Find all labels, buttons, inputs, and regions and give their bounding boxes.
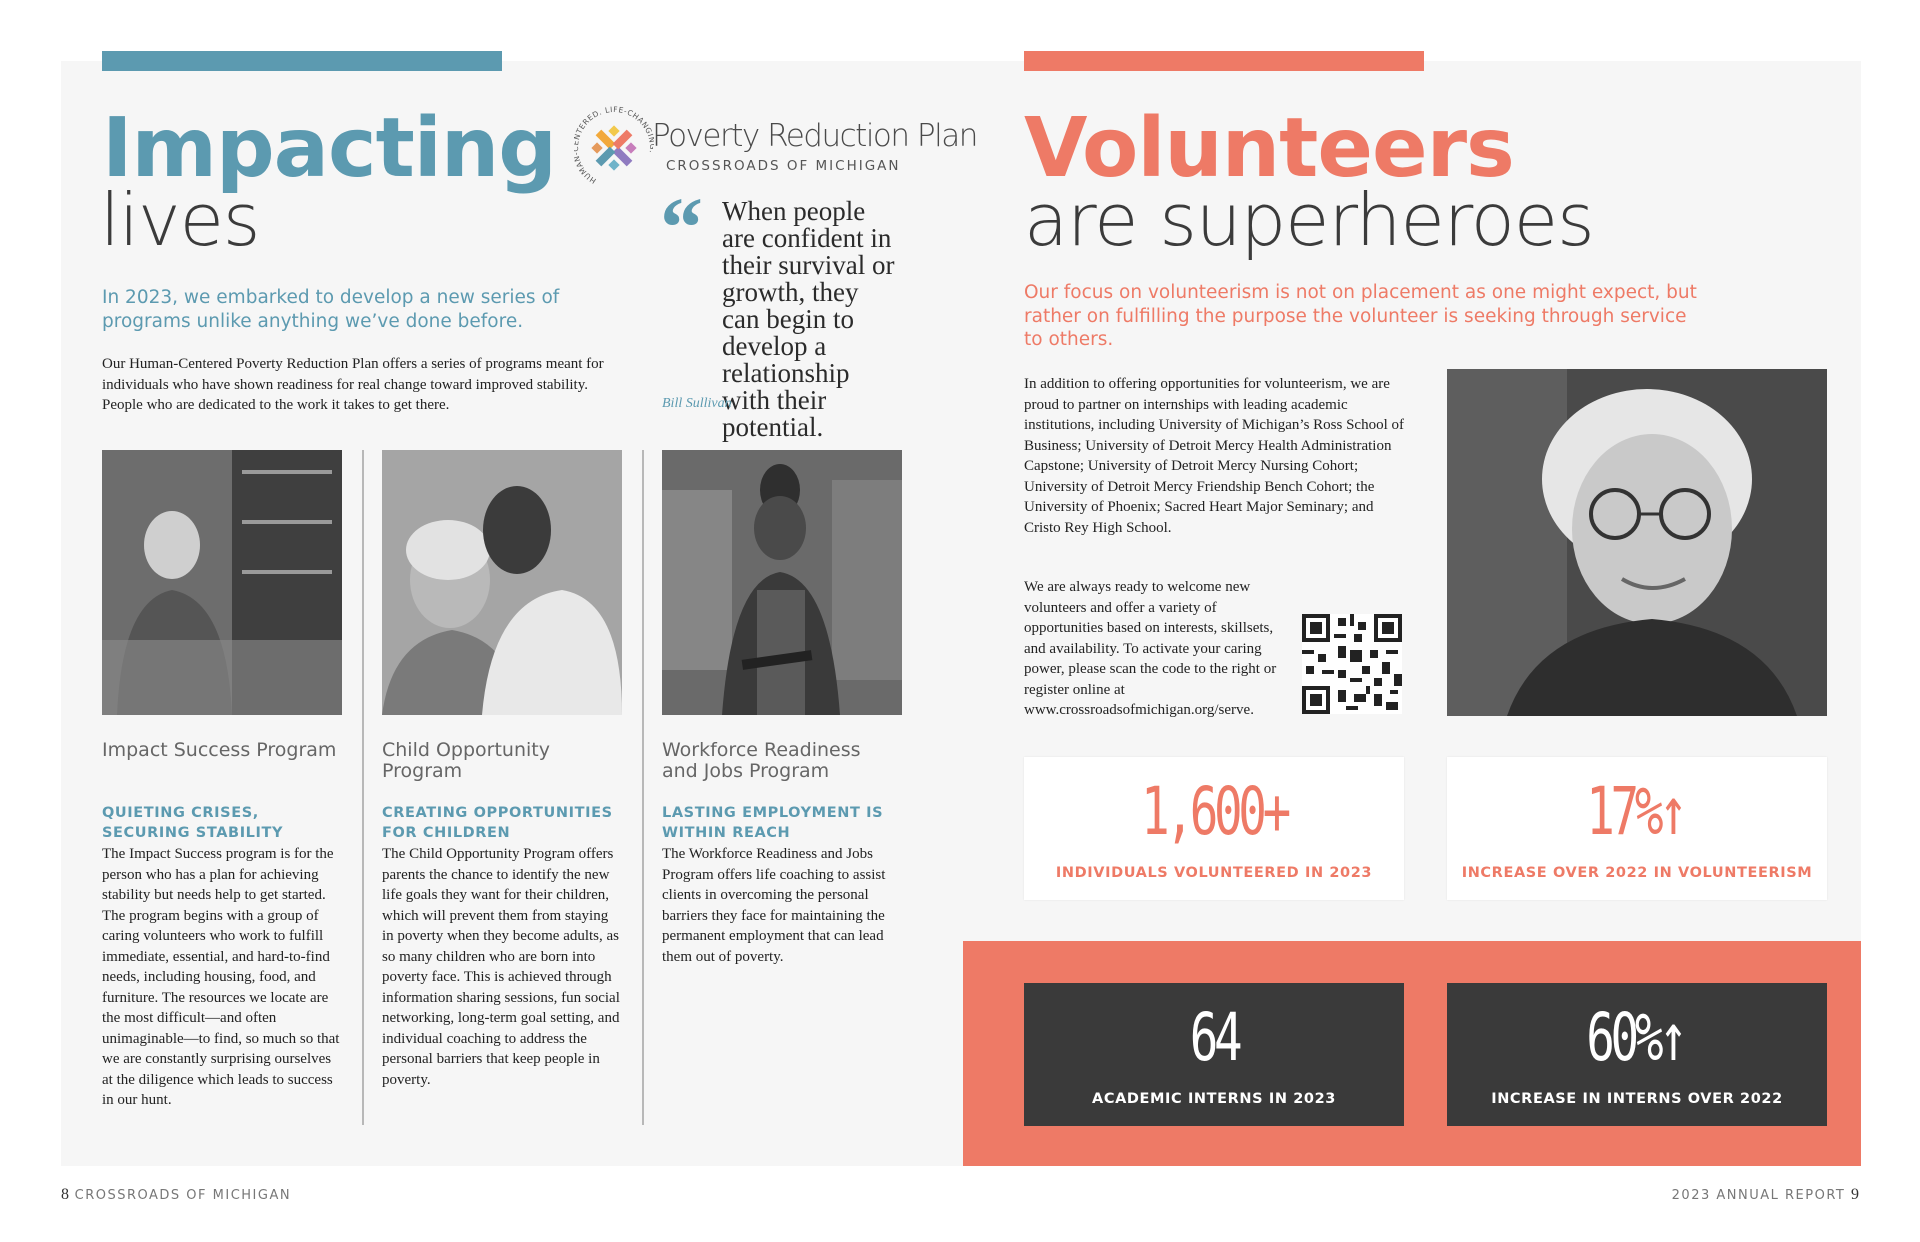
volunteer-paragraph: We are always ready to welcome new volunteers and offer a variety of opportunities based on interests, skillsets, and availability. To activate your caring power, please scan the code to the right or register online at www.crossroadsofmichigan.org/serve. — [1024, 579, 1277, 718]
program-subtitle-2: CREATING OPPORTUNITIES FOR CHILDREN — [382, 805, 613, 841]
stat-value-volunteer-increase: 17%↑ — [1586, 773, 1688, 850]
column-divider-1 — [362, 450, 364, 1125]
stat-label-volunteers: INDIVIDUALS VOLUNTEERED IN 2023 — [1055, 865, 1373, 881]
logo-ring-text: HUMA TERED. LIFE-CHANG — [574, 104, 654, 186]
program-body-2: The Child Opportunity Program offers parents the chance to identify the new life goals they want for their children, which will prevent them from staying in poverty when they become adults, as so many children who are born into poverty face. This is achieved through information sharing sessions, fun social networking, long-term goal setting, and individual coaching to address the personal barriers that keep people in poverty. — [382, 846, 620, 1088]
partners-paragraph: In addition to offering opportunities for volunteerism, we are proud to partner on internships with leading academic institutions, including University of Michigan’s Ross School of Business; University of Detroit Mercy Health Administration Capstone; University of Detroit Mercy Nursing Cohort; University of Detroit Mercy Friendship Bench Cohort; the University of Phoenix; Sacred Heart Major Seminary; and Cristo Rey High School. — [1024, 376, 1404, 536]
right-page-number: 9 — [1851, 1186, 1859, 1203]
left-lead: In 2023, we embarked to develop a new series of programs unlike anything we’ve done before. — [102, 287, 560, 332]
logo-title: Poverty Reduction Plan — [652, 118, 977, 154]
program-subtitle-3: LASTING EMPLOYMENT IS WITHIN REACH — [662, 805, 884, 841]
program-body-3: The Workforce Readiness and Jobs Program offers life coaching to assist clients in overcoming the personal barriers they face for maintaining the permanent employment that can lead them out of poverty. — [662, 846, 886, 965]
program-photo-3 — [662, 450, 902, 715]
column-divider-2 — [642, 450, 644, 1125]
left-heading-thin: lives — [100, 178, 260, 262]
right-lead: Our focus on volunteerism is not on placement as one might expect, but rather on fulfilling the purpose the volunteer is seeking through service to others. — [1024, 282, 1697, 350]
quote-mark-icon: “ — [660, 179, 703, 275]
quote-text: When people are confident in their survival or growth, they can begin to develop a relationship with their potential. — [722, 196, 895, 442]
svg-text:HUMAN-CENTERED. LIFE-CHANGING. — [574, 105, 654, 186]
program-photo-2 — [382, 450, 622, 715]
arrow-up-icon: ↑ — [1659, 999, 1688, 1076]
program-subtitle-1: QUIETING CRISES, SECURING STABILITY — [102, 805, 284, 841]
stat-label-interns: ACADEMIC INTERNS IN 2023 — [1092, 1091, 1336, 1107]
stat-card-volunteers — [1024, 757, 1404, 900]
program-body-1: The Impact Success program is for the person who has a plan for achieving stability but needs help to get started. The program begins with a group of caring volunteers who work to fulfill immediate, essential, and hard-to-find needs, including housing, food, and furniture. The resources we locate are the most difficult—and often unimaginable—to find, so much so that we are constantly surprising ourselves at the diligence which leads to success in our hunt. — [102, 846, 340, 1108]
logo-mark-icon — [574, 104, 654, 194]
stat-card-volunteer-increase — [1447, 757, 1827, 900]
volunteer-portrait-photo — [1447, 369, 1827, 716]
poverty-reduction-plan-logo — [574, 104, 977, 194]
stat-label-volunteer-increase: INCREASE OVER 2022 IN VOLUNTEERISM — [1461, 865, 1813, 881]
program-title-3: Workforce Readiness and Jobs Program — [662, 739, 861, 782]
qr-code-icon — [1302, 614, 1402, 714]
arrow-up-icon: ↑ — [1659, 773, 1688, 850]
right-heading-bold: Volunteers — [1024, 101, 1514, 196]
right-footer-text: 2023 ANNUAL REPORT — [1671, 1188, 1846, 1203]
program-title-1: Impact Success Program — [102, 739, 337, 761]
right-footer — [1672, 1186, 1859, 1204]
left-footer-text: CROSSROADS OF MICHIGAN — [74, 1188, 292, 1203]
stat-value-volunteers: 1,600+ — [1141, 773, 1287, 850]
right-heading-thin: are superheroes — [1024, 178, 1594, 262]
right-accent-bar — [1024, 51, 1424, 71]
logo-subtitle: CROSSROADS OF MICHIGAN — [666, 158, 901, 174]
left-heading-bold: Impacting — [102, 101, 556, 196]
left-footer — [61, 1186, 291, 1204]
stat-label-intern-increase: INCREASE IN INTERNS OVER 2022 — [1491, 1091, 1783, 1107]
stat-value-interns: 64 — [1189, 999, 1239, 1076]
quote-author: Bill Sullivan — [662, 396, 732, 411]
stat-card-intern-increase — [1447, 983, 1827, 1126]
program-title-2: Child Opportunity Program — [382, 739, 550, 782]
program-photo-1 — [102, 450, 342, 715]
stat-card-interns — [1024, 983, 1404, 1126]
left-page-number: 8 — [61, 1186, 69, 1203]
left-intro: Our Human-Centered Poverty Reduction Plan offers a series of programs meant for individuals who have shown readiness for real change toward improved stability. People who are dedicated to the work it takes to get there. — [102, 356, 604, 413]
left-accent-bar — [102, 51, 502, 71]
qr-code[interactable] — [1302, 614, 1402, 714]
stat-value-intern-increase: 60%↑ — [1586, 999, 1688, 1076]
